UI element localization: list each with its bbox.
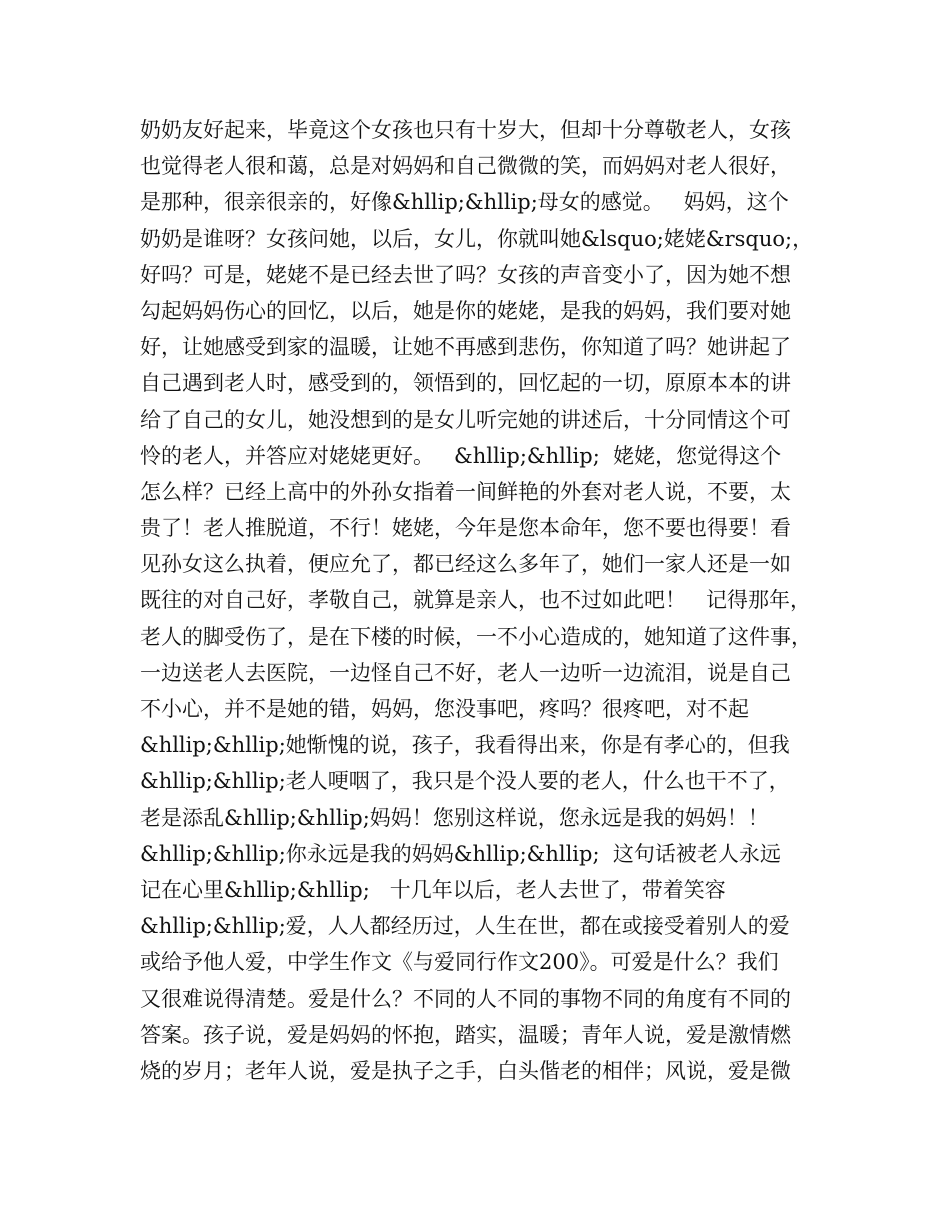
text-line-25: 又很难说得清楚。爱是什么？不同的人不同的事物不同的角度有不同的	[140, 986, 791, 1011]
text-line-5: 好吗？可是，姥姥不是已经去世了吗？女孩的声音变小了，因为她不想	[140, 262, 791, 287]
text-line-4: 奶奶是谁呀？女孩问她，以后，女儿，你就叫她&lsquo;姥姥&rsquo;，	[140, 226, 814, 251]
text-line-16: 一边送老人去医院，一边怪自己不好，老人一边听一边流泪，说是自己	[140, 660, 791, 685]
text-line-10: 怜的老人，并答应对姥姥更好。 &hllip;&hllip; 姥姥，您觉得这个	[140, 443, 782, 468]
text-line-8: 自己遇到老人时，感受到的，领悟到的，回忆起的一切，原原本本的讲	[140, 371, 791, 396]
text-line-15: 老人的脚受伤了，是在下楼的时候，一不小心造成的，她知道了这件事，	[140, 624, 812, 649]
text-line-2: 也觉得老人很和蔼，总是对妈妈和自己微微的笑，而妈妈对老人很好，	[140, 154, 791, 179]
body-text	[140, 112, 820, 1089]
text-line-19: &hllip;&hllip;老人哽咽了，我只是个没人要的老人，什么也干不了，	[140, 769, 790, 794]
text-line-3: 是那种，很亲很亲的，好像&hllip;&hllip;母女的感觉。 妈妈，这个	[140, 190, 789, 215]
text-line-26: 答案。孩子说，爱是妈妈的怀抱，踏实，温暖；青年人说，爱是激情燃	[140, 1022, 791, 1047]
text-line-13: 见孙女这么执着，便应允了，都已经这么多年了，她们一家人还是一如	[140, 552, 791, 577]
text-line-11: 怎么样？已经上高中的外孙女指着一间鲜艳的外套对老人说，不要，太	[140, 479, 791, 504]
text-line-17: 不小心，并不是她的错，妈妈，您没事吧，疼吗？很疼吧，对不起	[140, 697, 749, 721]
text-line-1: 奶奶友好起来，毕竟这个女孩也只有十岁大，但却十分尊敬老人，女孩	[140, 118, 791, 142]
text-line-9: 给了自己的女儿，她没想到的是女儿听完她的讲述后，十分同情这个可	[140, 407, 791, 432]
text-line-12: 贵了！老人推脱道，不行！姥姥，今年是您本命年，您不要也得要！看	[140, 516, 791, 541]
text-line-14: 既往的对自己好，孝敬自己，就算是亲人，也不过如此吧！ 记得那年，	[140, 588, 812, 613]
text-line-18: &hllip;&hllip;她惭愧的说，孩子，我看得出来，你是有孝心的，但我	[140, 733, 790, 758]
text-line-22: 记在心里&hllip;&hllip; 十几年以后，老人去世了，带着笑容	[140, 877, 726, 902]
text-line-20: 老是添乱&hllip;&hllip;妈妈！您别这样说，您永远是我的妈妈！！	[140, 805, 769, 830]
text-line-7: 好，让她感受到家的温暖，让她不再感到悲伤，你知道了吗？她讲起了	[140, 335, 791, 360]
text-line-27: 烧的岁月；老年人说，爱是执子之手，白头偕老的相伴；风说，爱是微	[140, 1058, 791, 1083]
text-line-23: &hllip;&hllip;爱，人人都经历过，人生在世，都在或接受着别人的爱	[140, 914, 790, 939]
text-line-24: 或给予他人爱，中学生作文《与爱同行作文200》。可爱是什么？我们	[140, 950, 779, 975]
text-line-21: &hllip;&hllip;你永远是我的妈妈&hllip;&hllip; 这句话被老人永远	[140, 841, 781, 866]
text-line-6: 勾起妈妈伤心的回忆，以后，她是你的姥姥，是我的妈妈，我们要对她	[140, 298, 791, 323]
